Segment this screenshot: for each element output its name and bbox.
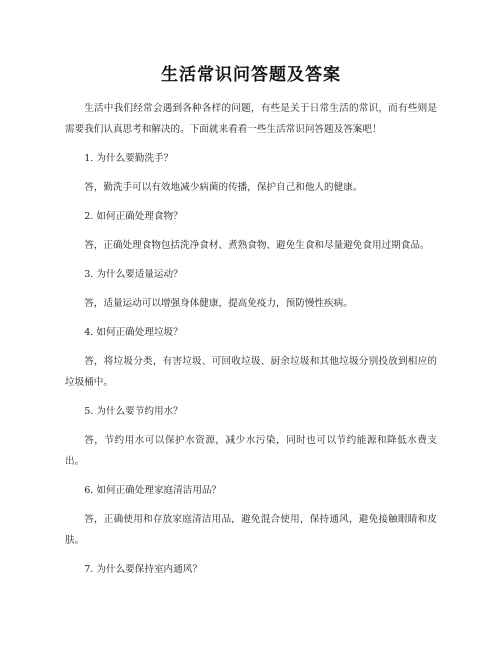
answer-1: 答，勤洗手可以有效地减少病菌的传播，保护自己和他人的健康。: [84, 182, 363, 193]
answer-6: 答，正确使用和存放家庭清洁用品，避免混合使用，保持通风，避免接触眼睛和皮肤。: [65, 514, 437, 546]
intro-paragraph: 生活中我们经常会遇到各种各样的问题，有些是关于日常生活的常识，而有些则是需要我们认真思考和解决的。下面就来看看一些生活常识问答题及答案吧！: [65, 103, 437, 135]
answer-3: 答，适量运动可以增强身体健康，提高免疫力，预防慢性疾病。: [84, 298, 353, 309]
question-6: 6. 如何正确处理家庭清洁用品？: [84, 485, 222, 496]
question-5: 5. 为什么要节约用水？: [84, 406, 183, 417]
answer-5: 答，节约用水可以保护水资源，减少水污染，同时也可以节约能源和降低水费支出。: [65, 435, 437, 467]
question-2: 2. 如何正确处理食物？: [84, 211, 183, 222]
answer-4: 答，将垃圾分类，有害垃圾、可回收垃圾、厨余垃圾和其他垃圾分别投放到相应的垃圾桶中。: [65, 356, 437, 388]
question-7: 7. 为什么要保持室内通风？: [84, 564, 202, 575]
question-4: 4. 如何正确处理垃圾？: [84, 327, 183, 338]
document-body: [65, 98, 437, 588]
question-1: 1. 为什么要勤洗手？: [84, 153, 174, 164]
document-title: 生活常识问答题及答案: [161, 65, 341, 85]
answer-2: 答，正确处理食物包括洗净食材、煮熟食物、避免生食和尽量避免食用过期食品。: [84, 240, 430, 251]
question-3: 3. 为什么要适量运动？: [84, 269, 183, 280]
